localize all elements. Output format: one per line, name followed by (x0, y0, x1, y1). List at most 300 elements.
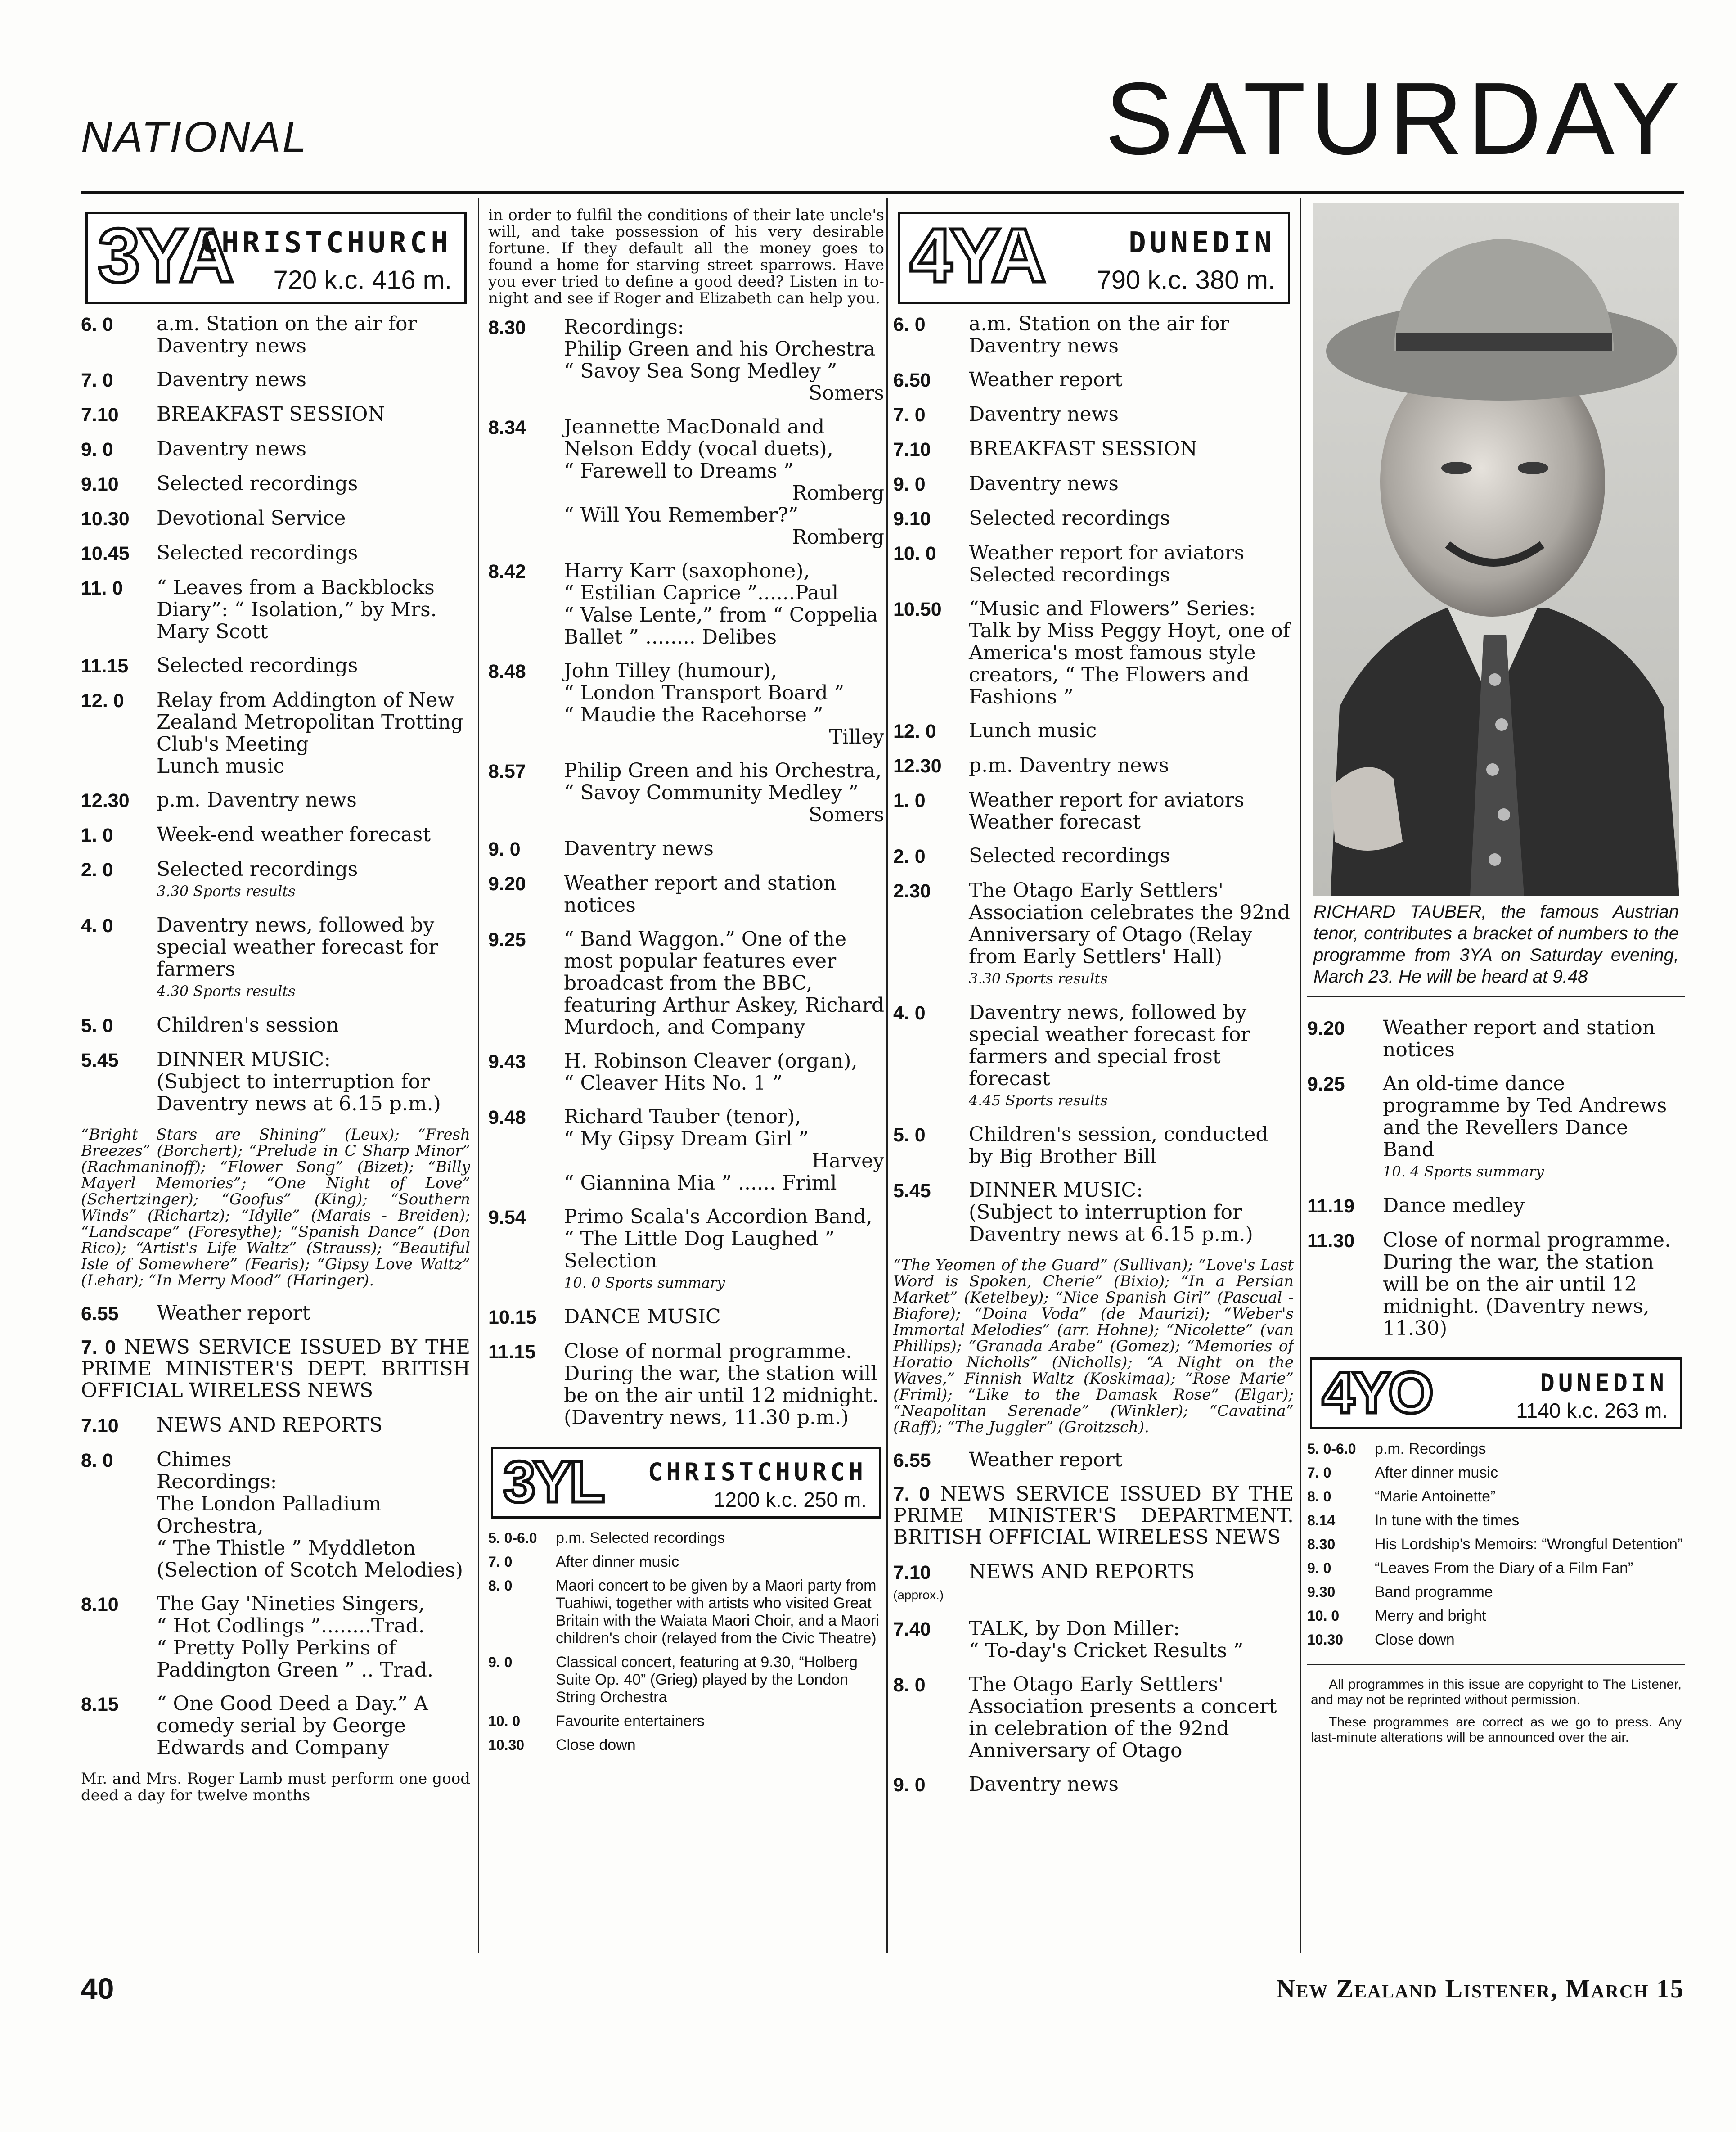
entry-text: Favourite entertainers (556, 1713, 705, 1730)
entry-time: 10.30 (81, 508, 130, 530)
entry-text: Daventry news (157, 368, 306, 391)
entry-time: 10.15 (488, 1307, 537, 1328)
entry-time: 11.15 (81, 655, 129, 677)
entry-text: “Music and Flowers” Series: Talk by Miss Peggy Hoyt, one of America's most famous style creators, “ The Flowers and Fashions ” (969, 597, 1291, 708)
entry-text: Close of normal programme. During the war, the station will be on the air until 12 midnight. (Daventry news, 11.30 p.m.) (564, 1340, 879, 1429)
entry-text: His Lordship's Memoirs: “Wrongful Detention” (1375, 1536, 1683, 1553)
programme-entry (1307, 1631, 1685, 1649)
programme-entry (893, 1001, 1294, 1112)
programme-entry (893, 598, 1294, 708)
entry-text: Children's session, conducted by Big Brother Bill (969, 1123, 1268, 1168)
entry-text: “ Valse Lente,” from “ Coppelia Ballet ” ........ Delibes (564, 604, 878, 649)
entry-text: Close of normal programme. (1383, 1229, 1671, 1252)
programme-entry (488, 1340, 884, 1429)
column-3ya (81, 203, 470, 1951)
entry-time: 7. 0 (488, 1554, 513, 1570)
entry-text: Daventry news (969, 472, 1119, 495)
composer-name: Romberg (792, 526, 884, 549)
entry-time: 1. 0 (893, 790, 926, 811)
entry-text: Weather forecast (969, 811, 1141, 834)
entry-time: 8.57 (488, 761, 526, 782)
entry-text: “Leaves From the Diary of a Film Fan” (1375, 1560, 1633, 1577)
entry-text: Classical concert, featuring at 9.30, “Holberg Suite Op. 40” (Grieg) played by the London String Orchestra (556, 1654, 858, 1706)
programme-entry (81, 858, 470, 902)
programme-entry (488, 1529, 884, 1547)
station-call-sign: 3YA (98, 213, 232, 298)
station-city: DUNEDIN (1129, 226, 1275, 260)
entry-time: 7.10 (approx.) (893, 1561, 969, 1606)
entry-text: John Tilley (humour), (564, 659, 777, 682)
entry-text: (Subject to interruption for Daventry news at 6.15 p.m.) (157, 1070, 441, 1115)
magazine-footer: New Zealand Listener, March 15 (1276, 1974, 1684, 2003)
entry-time: 7. 0 (1307, 1465, 1331, 1481)
station-frequency: 1200 k.c. 250 m. (713, 1488, 867, 1511)
programme-entry (1307, 1488, 1685, 1505)
entry-time: 5.45 (893, 1180, 931, 1202)
entry-text: “ Savoy Community Medley ” (564, 781, 859, 804)
entry-time: 2. 0 (81, 859, 113, 881)
entry-time: 7. 0 (81, 370, 113, 391)
entry-time: 9.54 (488, 1207, 526, 1228)
entry-text: NEWS SERVICE ISSUED BY THE PRIME MINISTER'S DEPT. BRITISH OFFICIAL WIRELESS NEWS (81, 1336, 470, 1402)
entry-text: p.m. Selected recordings (556, 1529, 725, 1546)
entry-time: 8.30 (488, 317, 526, 338)
programme-entry (81, 1449, 470, 1581)
programme-entry (488, 1654, 884, 1706)
programme-entry (893, 1449, 1294, 1472)
entry-text: “ Band Waggon.” One of the most popular features ever broadcast from the BBC, featuring Arthur Askey, Richard Murdoch, and Company (564, 928, 884, 1039)
programme-entry (488, 1713, 884, 1730)
station-frequency: 1140 k.c. 263 m. (1516, 1399, 1668, 1422)
programme-entry (893, 438, 1294, 461)
programme-entry (1307, 1607, 1685, 1625)
entry-text: NEWS AND REPORTS (157, 1414, 383, 1437)
programme-entry (488, 316, 884, 404)
sports-note: 4.30 Sports results (157, 983, 296, 1000)
entry-text: Philip Green and his Orchestra (564, 338, 876, 361)
entry-text: Richard Tauber (tenor), (564, 1105, 801, 1128)
column-divider (886, 198, 888, 1953)
entry-text: Weather report for aviators (969, 789, 1245, 811)
composer-name: Romberg (792, 482, 884, 505)
entry-time: 10.30 (1307, 1632, 1344, 1648)
programme-entry (81, 824, 470, 847)
entry-text: Week-end weather forecast (157, 823, 431, 846)
entry-text: p.m. Daventry news (969, 754, 1169, 777)
photo-caption: RICHARD TAUBER, the famous Austrian tenor, contributes a bracket of numbers to the programme from 3YA on Saturday evening, March 23. He will be heard at 9.48 (1307, 896, 1685, 997)
entry-time: 7.10 (893, 439, 931, 460)
entry-text: Children's session (157, 1014, 339, 1037)
programme-entry (81, 542, 470, 565)
entry-text: “ The Little Dog Laughed ” Selection (564, 1227, 835, 1272)
programme-entry (893, 542, 1294, 586)
entry-text: During the war, the station will be on the air until 12 midnight. (Daventry news, 11.30) (1383, 1251, 1654, 1340)
entry-time: 12.30 (81, 790, 130, 811)
entry-time: 7.10 (81, 404, 119, 426)
entry-text: Daventry news (969, 334, 1119, 357)
entry-text: Weather report (157, 1302, 310, 1325)
day-title: SATURDAY (1105, 62, 1684, 176)
programme-entry (893, 369, 1294, 392)
station-frequency: 720 k.c. 416 m. (273, 266, 452, 295)
programme-entry (893, 507, 1294, 530)
entry-time: 2.30 (893, 880, 931, 902)
entry-time: 9.10 (81, 473, 119, 495)
column-divider (1300, 198, 1301, 1953)
entry-text: Devotional Service (157, 507, 346, 530)
entry-time: 9.10 (893, 508, 931, 530)
programme-entry (81, 1302, 470, 1325)
entry-text: Weather report and station notices (564, 872, 837, 917)
programme-entry (1307, 1583, 1685, 1601)
entry-time: 10. 0 (893, 543, 936, 564)
entry-text: After dinner music (556, 1553, 679, 1570)
entry-text: “ My Gipsy Dream Girl ” (564, 1127, 809, 1150)
programme-entry (1307, 1017, 1685, 1061)
entry-time: 7. 0 (893, 404, 926, 426)
entry-time: 5.45 (81, 1050, 119, 1071)
entry-time: 6.50 (893, 370, 931, 391)
entry-text: “ Savoy Sea Song Medley ” (564, 360, 837, 383)
programme-entry (893, 1618, 1294, 1662)
entry-text: DINNER MUSIC: (157, 1048, 331, 1071)
portrait-photo (1313, 203, 1679, 896)
entry-time: 7.40 (893, 1618, 931, 1640)
entry-text: BREAKFAST SESSION (157, 403, 385, 426)
entry-time: 9. 0 (488, 838, 521, 860)
sports-note: 10. 0 Sports summary (564, 1274, 725, 1291)
entry-time: 8. 0 (81, 1450, 113, 1471)
entry-time: 9. 0 (488, 1654, 513, 1670)
entry-text: “Marie Antoinette” (1375, 1488, 1496, 1505)
entry-text: After dinner music (1375, 1464, 1498, 1481)
programme-entry (81, 914, 470, 1002)
entry-time-note: (approx.) (893, 1588, 944, 1602)
entry-text: “ Cleaver Hits No. 1 ” (564, 1072, 783, 1095)
entry-time: 1. 0 (81, 825, 113, 846)
entry-text: Selected recordings (157, 541, 358, 564)
entry-text: Daventry news, followed by special weather forecast for farmers (157, 914, 438, 981)
entry-time: 8. 0 (893, 1674, 926, 1696)
entry-text: “ Maudie the Racehorse ” (564, 703, 823, 726)
entry-time: 8.42 (488, 561, 526, 582)
entry-text: Selected recordings (969, 507, 1170, 530)
entry-text: a.m. Station on the air for (157, 312, 417, 335)
entry-text: “ Pretty Polly Perkins of Paddington Green ” .. Trad. (157, 1636, 434, 1681)
programme-entry (893, 879, 1294, 990)
entry-time: 6. 0 (81, 314, 113, 335)
entry-time: 8.30 (1307, 1536, 1336, 1552)
programme-entry (81, 1049, 470, 1115)
programme-entry (893, 845, 1294, 868)
entry-time: 10. 0 (1307, 1608, 1340, 1624)
programme-entry (893, 1179, 1294, 1245)
programme-entry (893, 1123, 1294, 1167)
entry-text: “ To-day's Cricket Results ” (969, 1639, 1244, 1662)
programme-entry (488, 1736, 884, 1754)
station-logo-4yo (1310, 1357, 1682, 1429)
station-frequency: 790 k.c. 380 m. (1097, 266, 1275, 295)
entry-time: 6.55 (81, 1303, 119, 1325)
entry-text: Dance medley (1383, 1194, 1525, 1217)
station-logo-3yl (491, 1447, 881, 1519)
programme-entry (1307, 1536, 1685, 1553)
entry-time: 9. 0 (893, 1774, 926, 1796)
entry-time: 12. 0 (893, 721, 936, 742)
entry-time: 9. 0 (81, 439, 113, 460)
entry-text: Jeannette MacDonald and Nelson Eddy (vocal duets), (564, 415, 833, 460)
programme-entry (1307, 1560, 1685, 1577)
programme-entry (488, 838, 884, 861)
entry-text: Chimes (157, 1448, 232, 1471)
entry-time: 10.50 (893, 599, 942, 620)
entry-text: Selected recordings (157, 858, 358, 881)
entry-time: 9. 0 (893, 473, 926, 495)
programme-entry (81, 473, 470, 496)
column-divider (478, 198, 479, 1953)
entry-text: NEWS AND REPORTS (969, 1560, 1195, 1583)
programme-entry (1307, 1440, 1685, 1458)
entry-time: 8.48 (488, 661, 526, 682)
entry-text: Selected recordings (157, 472, 358, 495)
programme-entry (488, 760, 884, 826)
entry-text: Daventry news (969, 1773, 1119, 1796)
programme-entry (81, 438, 470, 461)
entry-text: BREAKFAST SESSION (969, 437, 1197, 460)
station-call-sign: 4YO (1322, 1360, 1431, 1425)
sports-note: 3.30 Sports results (157, 883, 296, 900)
sports-note: 3.30 Sports results (969, 970, 1108, 987)
dinner-music-list: “Bright Stars are Shining” (Leux); “Fresh Breezes” (Borchert); “Prelude in C Sharp Minor” (Rachmaninoff); “Flower Song” (Bizet); “Billy Mayerl Memories”; “One Night of Love” (Schertzinger); “Goofus” (King); “Southern Winds” (Richartz); “Idylle” (Marais - Breiden); “Landscape” (Foresythe); “Spanish Dance” (Don Rico); “Artist's Life Waltz” (Strauss); “Beautiful Isle of Somewhere” (Fearis); “Gipsy Love Waltz” (Lehar); “In Merry Mood” (Haringer). (81, 1126, 470, 1289)
page-number: 40 (81, 1972, 114, 2005)
programme-entry (488, 872, 884, 916)
station-logo-4ya (898, 212, 1290, 304)
entry-text: “ Estilian Caprice ”......Paul (564, 581, 839, 604)
entry-text: An old-time dance programme by Ted Andrews and the Revellers Dance Band (1383, 1072, 1667, 1161)
programme-entry (81, 403, 470, 426)
programme-entry (81, 313, 470, 357)
programme-entry (893, 313, 1294, 357)
entry-time: 11.15 (488, 1341, 536, 1363)
copyright-text: All programmes in this issue are copyright to The Listener, and may not be reprinted without permission. (1311, 1677, 1682, 1707)
entry-text: Daventry news (157, 334, 306, 357)
entry-text: Weather report (969, 368, 1123, 391)
entry-text: Selected recordings (969, 844, 1170, 867)
entry-text: Merry and bright (1375, 1607, 1486, 1624)
entry-time: 4. 0 (81, 915, 113, 937)
entry-time: 11. 0 (81, 577, 123, 599)
entry-text: The London Palladium Orchestra, (157, 1492, 382, 1537)
programme-entry (893, 720, 1294, 743)
entry-text: Relay from Addington of New Zealand Metropolitan Trotting Club's Meeting (157, 689, 463, 756)
programme-entry (81, 1593, 470, 1681)
entry-text: Close down (556, 1736, 636, 1753)
programme-entry (81, 369, 470, 392)
entry-time: 12. 0 (81, 690, 124, 712)
entry-time: 9. 0 (1307, 1560, 1331, 1576)
entry-text: Recordings: (157, 1470, 277, 1493)
entry-time: 10.45 (81, 543, 130, 564)
copyright-notice (1307, 1664, 1685, 1745)
entry-text: (Selection of Scotch Melodies) (157, 1559, 463, 1582)
entry-time: 11.30 (1307, 1230, 1355, 1252)
programme-entry (893, 1773, 1294, 1796)
entry-time: 5. 0-6.0 (488, 1530, 537, 1546)
entry-text: Selected recordings (969, 563, 1170, 586)
entry-time: 4. 0 (893, 1002, 926, 1024)
entry-text: DINNER MUSIC: (969, 1179, 1143, 1202)
programme-entry (1307, 1464, 1685, 1482)
programme-entry (893, 403, 1294, 426)
entry-text: “ Farewell to Dreams ” (564, 460, 794, 482)
programme-entry (893, 473, 1294, 496)
programme-entry (893, 1561, 1294, 1606)
entry-text: Lunch music (157, 755, 285, 778)
entry-time: 5. 0-6.0 (1307, 1441, 1356, 1457)
entry-text: TALK, by Don Miller: (969, 1617, 1180, 1640)
entry-text: H. Robinson Cleaver (organ), (564, 1050, 858, 1073)
entry-time: 12.30 (893, 755, 942, 777)
entry-time: 9.20 (488, 873, 526, 895)
entry-time: 11.19 (1307, 1195, 1355, 1217)
programme-entry (488, 1050, 884, 1094)
entry-text: “ One Good Deed a Day.” A comedy serial by George Edwards and Company (157, 1692, 428, 1759)
news-service (81, 1337, 470, 1402)
entry-text: Daventry news (969, 403, 1119, 426)
entry-time: 8. 0 (1307, 1488, 1331, 1505)
composer-name: Somers (808, 382, 884, 405)
entry-text: Maori concert to be given by a Maori party from Tuahiwi, together with artists who visited Great Britain with the Waiata Maori Choir, and a Maori children's choir (relayed from the Civic Theatre) (556, 1577, 879, 1647)
entry-text: Harry Karr (saxophone), (564, 559, 810, 582)
entry-time: 8. 0 (488, 1578, 513, 1594)
station-logo-3ya (85, 212, 467, 304)
entry-time: 8.10 (81, 1594, 119, 1615)
programme-entry (81, 654, 470, 677)
programme-entry (81, 1693, 470, 1759)
programme-entry (1307, 1229, 1685, 1339)
entry-text: The Otago Early Settlers' Association celebrates the 92nd Anniversary of Otago (Relay from Early Settlers' Hall) (969, 879, 1290, 968)
programme-entry (488, 660, 884, 748)
programme-entry (1307, 1073, 1685, 1183)
entry-time: 6.55 (893, 1450, 931, 1471)
entry-time: 9.43 (488, 1051, 526, 1073)
entry-time: 7.10 (81, 1415, 119, 1437)
entry-time: 8.15 (81, 1694, 119, 1715)
serial-description: Mr. and Mrs. Roger Lamb must perform one good deed a day for twelve months (81, 1770, 470, 1804)
entry-text: “ Giannina Mia ” ...... Friml (564, 1172, 837, 1194)
programme-entry (81, 1414, 470, 1437)
programme-entry (488, 1306, 884, 1329)
entry-text: NEWS SERVICE ISSUED BY THE PRIME MINISTER'S DEPARTMENT. BRITISH OFFICIAL WIRELESS NEWS (893, 1483, 1294, 1549)
programme-entry (488, 1577, 884, 1647)
entry-text: a.m. Station on the air for (969, 312, 1229, 335)
entry-time: 6. 0 (893, 314, 926, 335)
column-4ya (893, 203, 1294, 1951)
entry-time: 2. 0 (893, 846, 926, 867)
entry-time: 9.30 (1307, 1584, 1336, 1600)
entry-time: 10.30 (488, 1737, 525, 1753)
column-photo-4yo (1307, 203, 1685, 1951)
sports-note: 10. 4 Sports summary (1383, 1163, 1544, 1180)
entry-text: Lunch music (969, 719, 1097, 742)
alterations-text: These programmes are correct as we go to press. Any last-minute alterations will be announced over the air. (1311, 1715, 1682, 1745)
programme-entry (1307, 1512, 1685, 1529)
entry-time: 9.25 (488, 929, 526, 951)
programme-entry (488, 1106, 884, 1194)
entry-text: Primo Scala's Accordion Band, (564, 1205, 872, 1228)
entry-text: Philip Green and his Orchestra, (564, 759, 882, 782)
programme-entry (488, 1206, 884, 1294)
entry-text: p.m. Daventry news (157, 789, 357, 811)
entry-text: “ Hot Codlings ”........Trad. (157, 1614, 425, 1637)
station-city: DUNEDIN (1540, 1369, 1668, 1397)
entry-text: (Subject to interruption for Daventry news at 6.15 p.m.) (969, 1201, 1253, 1246)
entry-time: 9.20 (1307, 1018, 1345, 1039)
programme-entry (488, 1553, 884, 1571)
entry-text: Daventry news, followed by special weather forecast for farmers and special frost forecast (969, 1001, 1250, 1090)
entry-time: 7. 0 (81, 1336, 116, 1358)
programme-entry (488, 416, 884, 548)
entry-text: “ Leaves from a Backblocks Diary”: “ Isolation,” by Mrs. Mary Scott (157, 576, 437, 643)
serial-description-cont: in order to fulfil the conditions of their late uncle's will, and take possession of his very desirable fortune. If they default all the money goes to found a home for starving street sparrows. Have you ever tried to define a good deed? Listen in to-night and see if Roger and Elizabeth can help you. (488, 206, 884, 307)
programme-entry (1307, 1194, 1685, 1217)
entry-text: “ Will You Remember?” (564, 504, 799, 527)
entry-text: DANCE MUSIC (564, 1305, 721, 1328)
programme-entry (893, 1673, 1294, 1762)
entry-time: 9.48 (488, 1107, 526, 1128)
section-label: NATIONAL (81, 113, 308, 161)
entry-text: Selected recordings (157, 654, 358, 677)
entry-text: Weather report and station notices (1383, 1016, 1655, 1061)
programme-entry (81, 577, 470, 643)
entry-text: Band programme (1375, 1583, 1493, 1600)
sports-note: 4.45 Sports results (969, 1092, 1108, 1109)
entry-time: 5. 0 (893, 1124, 926, 1146)
news-service (893, 1483, 1294, 1548)
entry-text: In tune with the times (1375, 1512, 1520, 1529)
programme-entry (81, 789, 470, 812)
programme-entry (81, 1014, 470, 1037)
entry-text: Recordings: (564, 316, 684, 338)
composer-name: Harvey (811, 1149, 884, 1172)
column-3ya-cont (488, 203, 884, 1951)
entry-text: “ The Thistle ” Myddleton (157, 1537, 416, 1560)
header-rule (81, 191, 1684, 194)
composer-name: Tilley (829, 726, 884, 748)
programme-entry (893, 789, 1294, 833)
dinner-music-list: “The Yeomen of the Guard” (Sullivan); “Love's Last Word is Spoken, Cherie” (Bixio); “In a Persian Market” (Ketelbey); “Nice Spanish Girl” (Pascual - Biafore); “Doina Voda” (de Maurizi); “Weber's Immortal Melodies” (arr. Hohne); “Nicolette” (van Phillips); “Granada Arabe” (Gomez); “Memories of Horatio Nicholls” (Nicholls); “A Night on the Waves,” Finnish Waltz (Koskimaa); “Rose Marie” (Friml); “Like to the Damask Rose” (Elgar); “Neapolitan Serenade” (Winkler); “Cavatina” (Raff); “The Juggler” (Groitzsch). (893, 1256, 1294, 1436)
entry-time: 8.34 (488, 417, 526, 438)
programme-entry (488, 928, 884, 1038)
entry-text: The Gay 'Nineties Singers, (157, 1592, 425, 1615)
composer-name: Somers (808, 803, 884, 826)
entry-text: Daventry news (157, 437, 306, 460)
entry-time: 9.25 (1307, 1073, 1345, 1095)
programme-entry (81, 689, 470, 777)
entry-text: Daventry news (564, 837, 714, 860)
programme-entry (893, 754, 1294, 777)
entry-text: p.m. Recordings (1375, 1440, 1486, 1457)
station-call-sign: 4YA (910, 213, 1044, 298)
station-city: CHRISTCHURCH (648, 1458, 867, 1486)
station-call-sign: 3YL (503, 1449, 603, 1514)
programme-entry (81, 507, 470, 530)
entry-text: “ London Transport Board ” (564, 681, 845, 704)
entry-text: Weather report for aviators (969, 541, 1245, 564)
entry-text: Weather report (969, 1448, 1123, 1471)
entry-text: The Otago Early Settlers' Association presents a concert in celebration of the 92nd Anniversary of Otago (969, 1673, 1277, 1762)
entry-time: 5. 0 (81, 1015, 113, 1037)
